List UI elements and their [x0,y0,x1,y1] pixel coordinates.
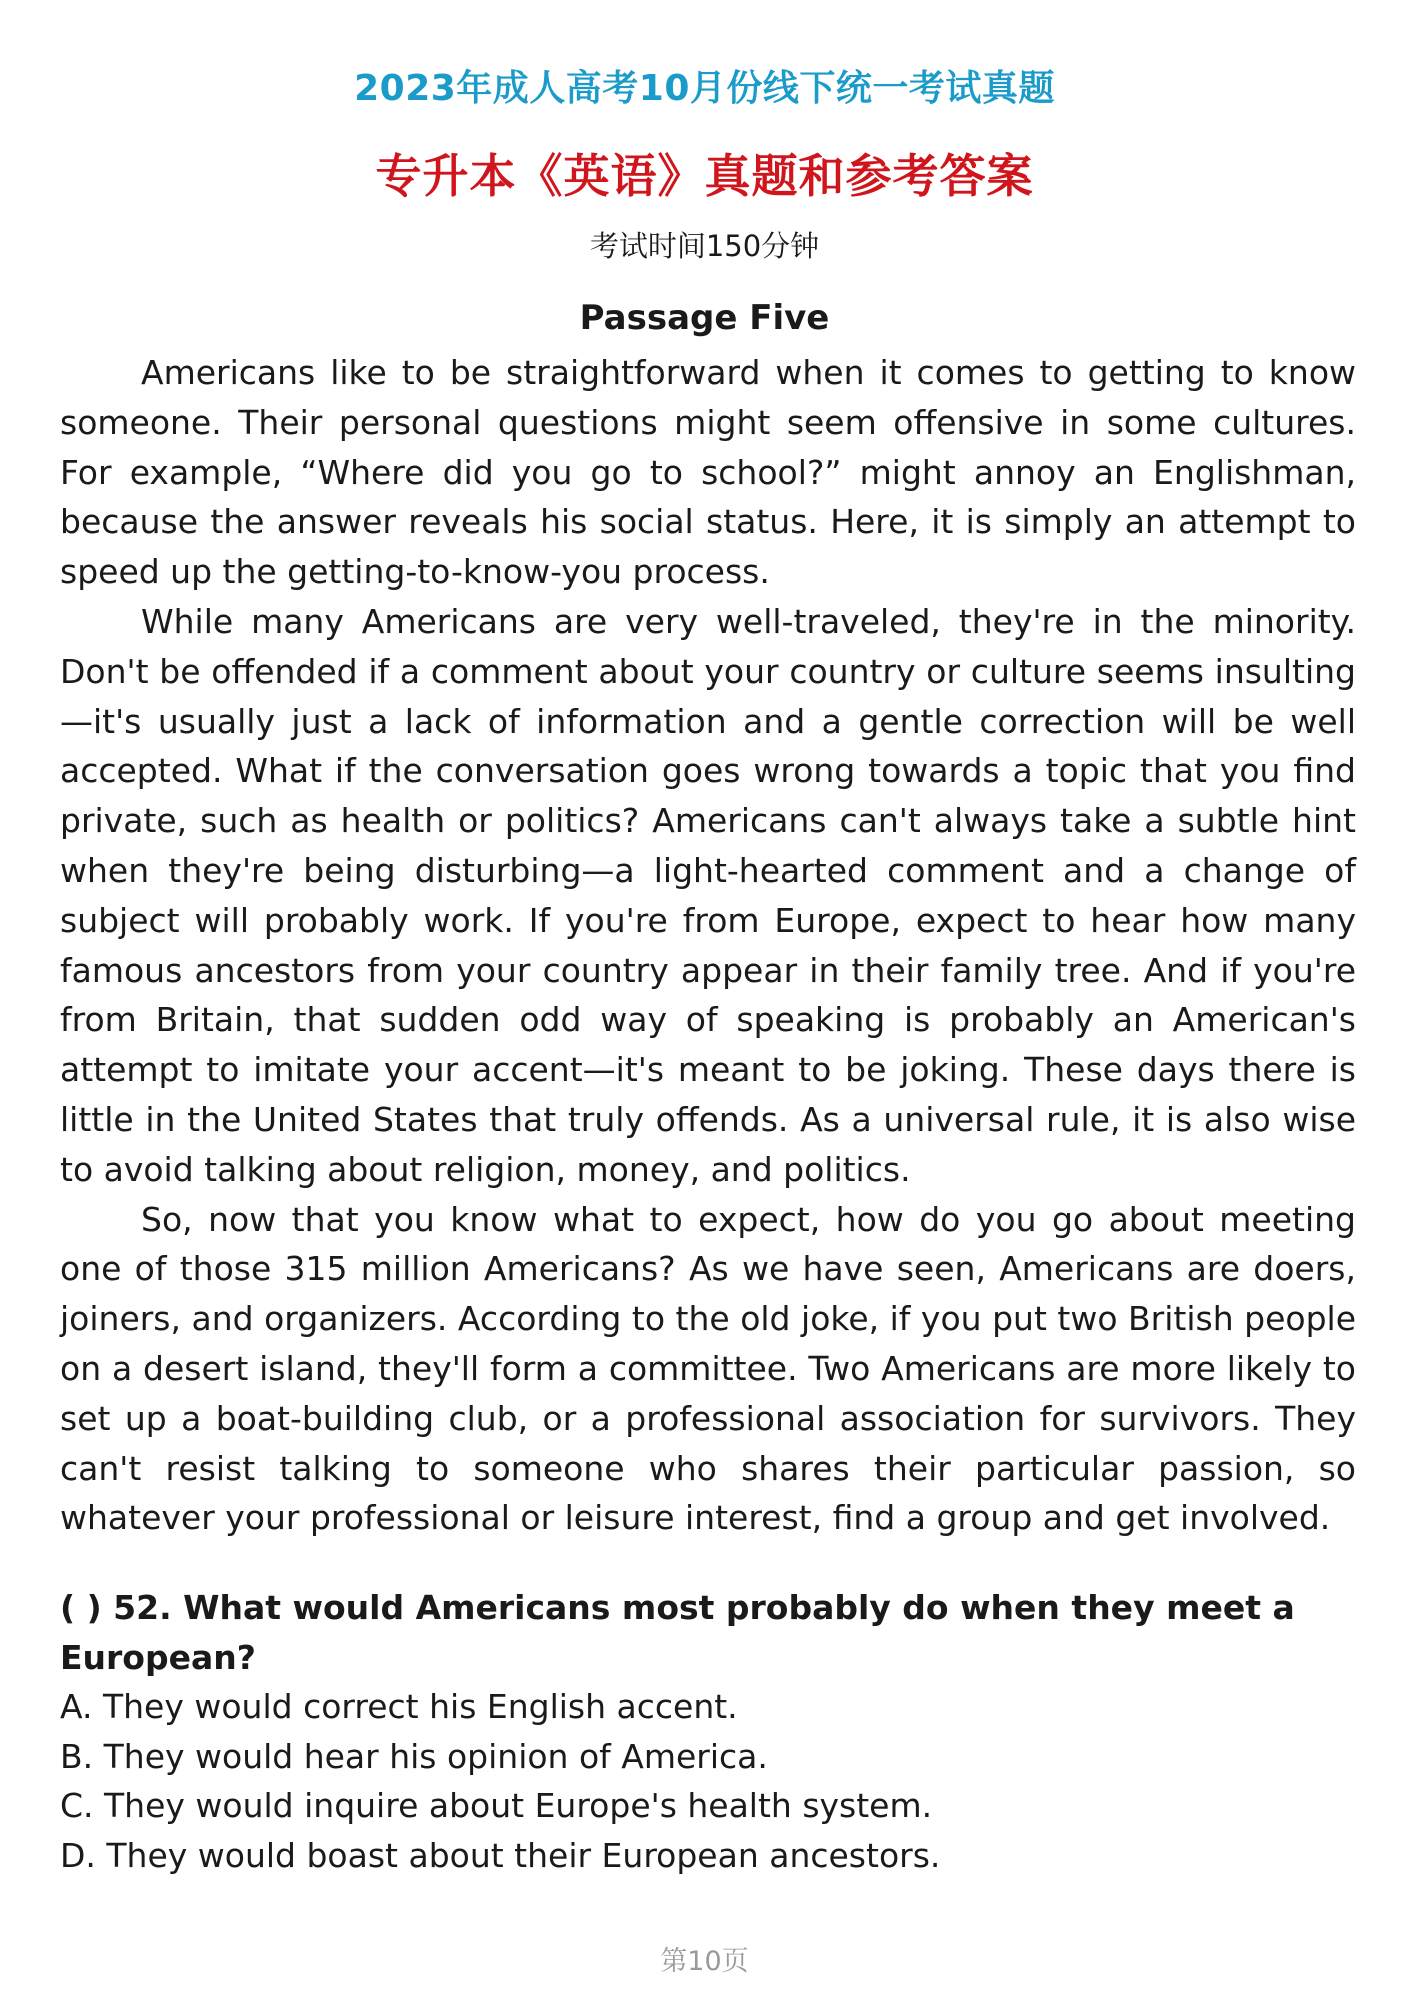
page-number: 第10页 [660,1946,749,1977]
passage-paragraph: So, now that you know what to expect, how do you go about meeting one of those 315 million Americans? As we have seen, Americans are doers, joiners, and organizers. According to the old joke, if you put two British people on a desert island, they'll form a committee. Two Americans are more likely to set up a boat-building club, or a professional association for survivors. They can't resist talking to someone who shares their particular passion, so whatever your professional or leisure interest, find a group and get involved. [60,1199,1356,1538]
answer-option-b: B. They would hear his opinion of America. [60,1736,768,1776]
answer-option-c: C. They would inquire about Europe's health system. [60,1786,933,1826]
exam-title: 2023年成人高考10月份线下统一考试真题 [354,68,1055,109]
passage-paragraph: Americans like to be straightforward when it comes to getting to know someone. Their personal questions might seem offensive in some cultures. For example, “Where did you go to school?” might annoy an Englishman, because the answer reveals his social status. Here, it is simply an attempt to speed up the getting-to-know-you process. [60,353,1356,592]
question-52 [60,1583,1356,1881]
passage-title: Passage Five [579,298,830,338]
exam-subtitle: 专升本《英语》真题和参考答案 [375,149,1034,203]
question-stem: ( ) 52. What would Americans most probably do when they meet a European? [60,1588,1295,1677]
exam-duration: 考试时间150分钟 [589,229,820,263]
passage-paragraph: While many Americans are very well-traveled, they're in the minority. Don't be offended if a comment about your country or culture seems insulting—it's usually just a lack of information and a gentle correction will be well accepted. What if the conversation goes wrong towards a topic that you find private, such as health or politics? Americans can't always take a subtle hint when they're being disturbing—a light-hearted comment and a change of subject will probably work. If you're from Europe, expect to hear how many famous ancestors from your country appear in their family tree. And if you're from Britain, that sudden odd way of speaking is probably an American's attempt to imitate your accent—it's meant to be joking. These days there is little in the United States that truly offends. As a universal rule, it is also wise to avoid talking about religion, money, and politics. [60,601,1356,1189]
answer-option-a: A. They would correct his English accent. [60,1687,738,1727]
answer-option-d: D. They would boast about their European ancestors. [60,1835,941,1875]
passage-body [60,348,1356,1543]
